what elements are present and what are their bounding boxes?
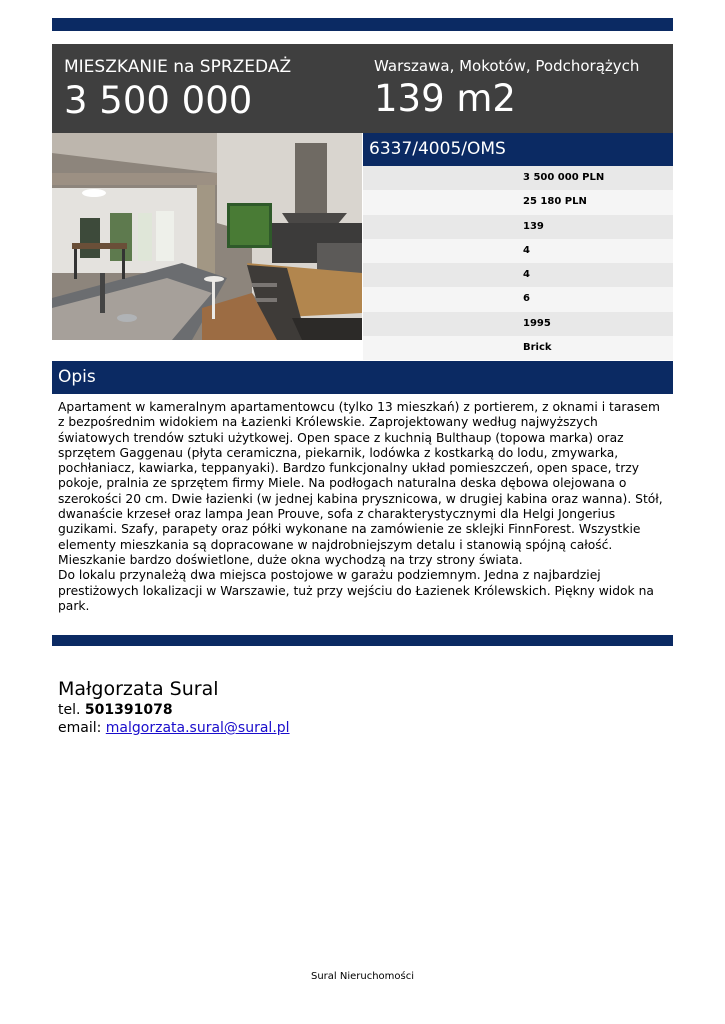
listing-header <box>52 44 673 133</box>
area: 139 m2 <box>374 77 516 120</box>
param-row: 1995 <box>363 312 673 336</box>
agent-phone-line <box>58 701 290 719</box>
location: Warszawa, Mokotów, Podchorążych <box>374 57 640 75</box>
bottom-accent-bar <box>52 635 673 646</box>
header-left <box>64 56 291 123</box>
description-text <box>58 400 670 614</box>
description-heading: Opis <box>52 361 673 394</box>
property-photo <box>52 133 362 340</box>
description-paragraph: Do lokalu przynależą dwa miejsca postojowe w garażu podziemnym. Jedna z najbardziej prestiżowych lokalizacji w Warszawie, tuż przy wejściu do Łazienek Królewskich. Piękny widok na park. <box>58 568 654 613</box>
param-row: 3 500 000 PLN <box>363 166 673 190</box>
reference-number: 6337/4005/OMS <box>363 133 673 166</box>
agent-email-line <box>58 719 290 737</box>
email-label: email: <box>58 720 102 736</box>
header-right <box>374 56 639 121</box>
offer-type: MIESZKANIE na SPRZEDAŻ <box>64 57 292 77</box>
agent-email-link[interactable]: malgorzata.sural@sural.pl <box>105 720 290 736</box>
top-accent-bar <box>52 18 673 31</box>
description-paragraph: Apartament w kameralnym apartamentowcu (tylko 13 mieszkań) z portierem, z oknami i tarasem z bezpośrednim widokiem na Łazienki Królewskie. Zaprojektowany według najwyższych światowych trendów sztuki użytkowej. Open space z kuchnią Bulthaup (topowa marka) oraz sprzętem Gaggenau (płyta ceramiczna, piekarnik, lodówka z kostkarką do lodu, zmywarka, pochłaniacz, kawiarka, teppanyaki). Bardzo funkcjonalny układ pomieszczeń, open space, trzy pokoje, pralnia ze sprzętem firmy Miele. Na podłogach naturalna deska dębowa olejowana o szerokości 20 cm. Dwie łazienki (w jednej kabina prysznicowa, w drugiej kabina oraz wanna). Stół, dwanaście krzeseł oraz lampa Jean Prouve, sofa z charakterystycznymi dla Helgi Jongerius guzikami. Szafy, parapety oraz półki wykonane na zamówienie ze sklejki FinnForest. Wszystkie elementy mieszkania są dopracowane w najdrobniejszym detalu i stanowią spójną całość. Mieszkanie bardzo doświetlone, duże okna wychodzą na trzy strony świata. <box>58 400 663 567</box>
tel-label: tel. <box>58 702 81 718</box>
price: 3 500 000 <box>64 79 253 122</box>
param-row: 6 <box>363 287 673 311</box>
param-row: 4 <box>363 263 673 287</box>
agent-contact <box>58 677 290 737</box>
param-row: 4 <box>363 239 673 263</box>
agent-name: Małgorzata Sural <box>58 678 219 700</box>
param-row: Brick <box>363 336 673 360</box>
agent-phone[interactable]: 501391078 <box>84 702 173 718</box>
param-row: 25 180 PLN <box>363 190 673 214</box>
params-table <box>363 166 673 360</box>
footer-company: Sural Nieruchomości <box>310 971 415 982</box>
param-row: 139 <box>363 215 673 239</box>
